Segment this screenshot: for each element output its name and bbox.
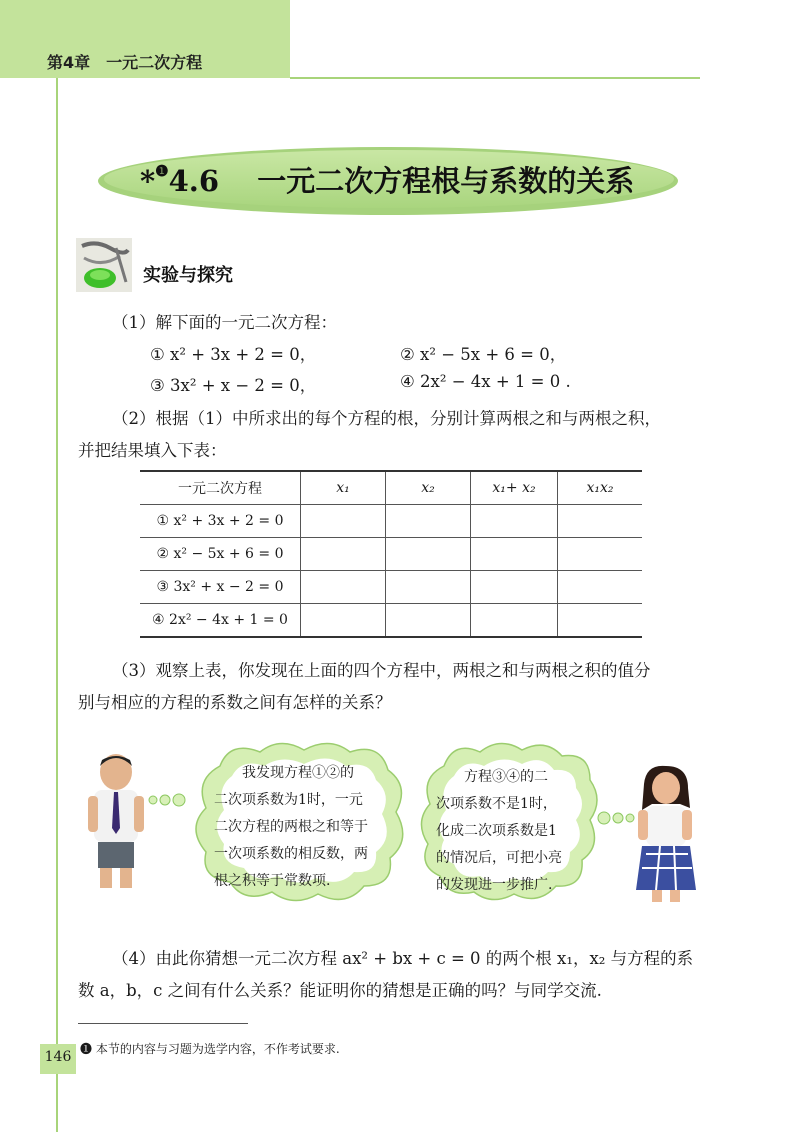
table-row [140,505,642,538]
section-number: 4.6 [168,164,220,198]
header-sum: x₁+ x₂ [471,471,558,505]
equation-3: ③ 3x² + x − 2 = 0， [150,376,317,395]
cell-x1 [301,604,386,638]
cell-product [558,505,643,538]
table-header-row [140,471,642,505]
footnote-rule [78,1023,248,1024]
cell-x1 [301,571,386,604]
table-row [140,604,642,638]
girl-illustration [630,764,700,904]
row-equation: ① x² + 3x + 2 = 0 [140,505,301,538]
paragraph-2-line-1: （2）根据（1）中所求出的每个方程的根，分别计算两根之和与两根之积， [112,409,661,428]
row-equation: ② x² − 5x + 6 = 0 [140,538,301,571]
page-number: 146 [44,1049,72,1065]
table-row [140,571,642,604]
table-row [140,538,642,571]
experiment-heading: 实验与探究 [143,265,233,286]
cell-product [558,604,643,638]
cell-sum [471,571,558,604]
cell-x2 [386,604,471,638]
paragraph-4-line-1: （4）由此你猜想一元二次方程 ax² + bx + c = 0 的两个根 x₁，x₂ 与方程的系 [112,949,694,968]
header-divider [290,77,700,79]
cell-sum [471,604,558,638]
results-table [140,470,642,638]
cell-x2 [386,505,471,538]
cell-x2 [386,538,471,571]
row-equation: ③ 3x² + x − 2 = 0 [140,571,301,604]
bubble-right-text: 方程③④的二 次项系数不是1时， 化成二次项系数是1 的情况后，可把小亮 的发现进一步推广. [436,769,562,893]
row-equation: ④ 2x² − 4x + 1 = 0 [140,604,301,638]
chapter-title: 第4章 一元二次方程 [47,53,203,72]
equation-2: ② x² − 5x + 6 = 0， [400,345,567,364]
section-title-text: 一元二次方程根与系数的关系 [257,164,635,198]
cell-x1 [301,505,386,538]
cell-product [558,538,643,571]
cell-x1 [301,538,386,571]
paragraph-3-line-1: （3）观察上表，你发现在上面的四个方程中，两根之和与两根之积的值分 [112,661,651,680]
paragraph-1: （1）解下面的一元二次方程： [112,313,337,332]
header-product: x₁x₂ [558,471,643,505]
paragraph-4-line-2: 数 a，b，c 之间有什么关系？能证明你的猜想是正确的吗？与同学交流. [78,981,602,1000]
bubble-left-text: 我发现方程①②的 二次项系数为1时，一元 二次方程的两根之和等于 一次项系数的相反数，两 根之积等于常数项. [214,765,368,889]
header-x1: x₁ [301,471,386,505]
footnote: ❶ 本节的内容与习题为选学内容，不作考试要求. [80,1042,340,1056]
header-x2: x₂ [386,471,471,505]
cell-x2 [386,571,471,604]
cell-sum [471,505,558,538]
experiment-icon [76,238,132,292]
paragraph-3-line-2: 别与相应的方程的系数之间有怎样的关系？ [78,693,392,712]
optional-star: * [140,164,156,198]
header-equation: 一元二次方程 [140,471,301,505]
boy-illustration [80,752,150,892]
section-title [140,159,634,200]
equation-4: ④ 2x² − 4x + 1 = 0 . [400,372,571,391]
paragraph-2-line-2: 并把结果填入下表： [78,441,227,460]
left-margin-rule [56,78,58,1132]
cell-sum [471,538,558,571]
equation-1: ① x² + 3x + 2 = 0， [150,345,317,364]
footnote-marker: ❶ [155,162,169,181]
cell-product [558,571,643,604]
thought-dots-left [148,790,188,810]
